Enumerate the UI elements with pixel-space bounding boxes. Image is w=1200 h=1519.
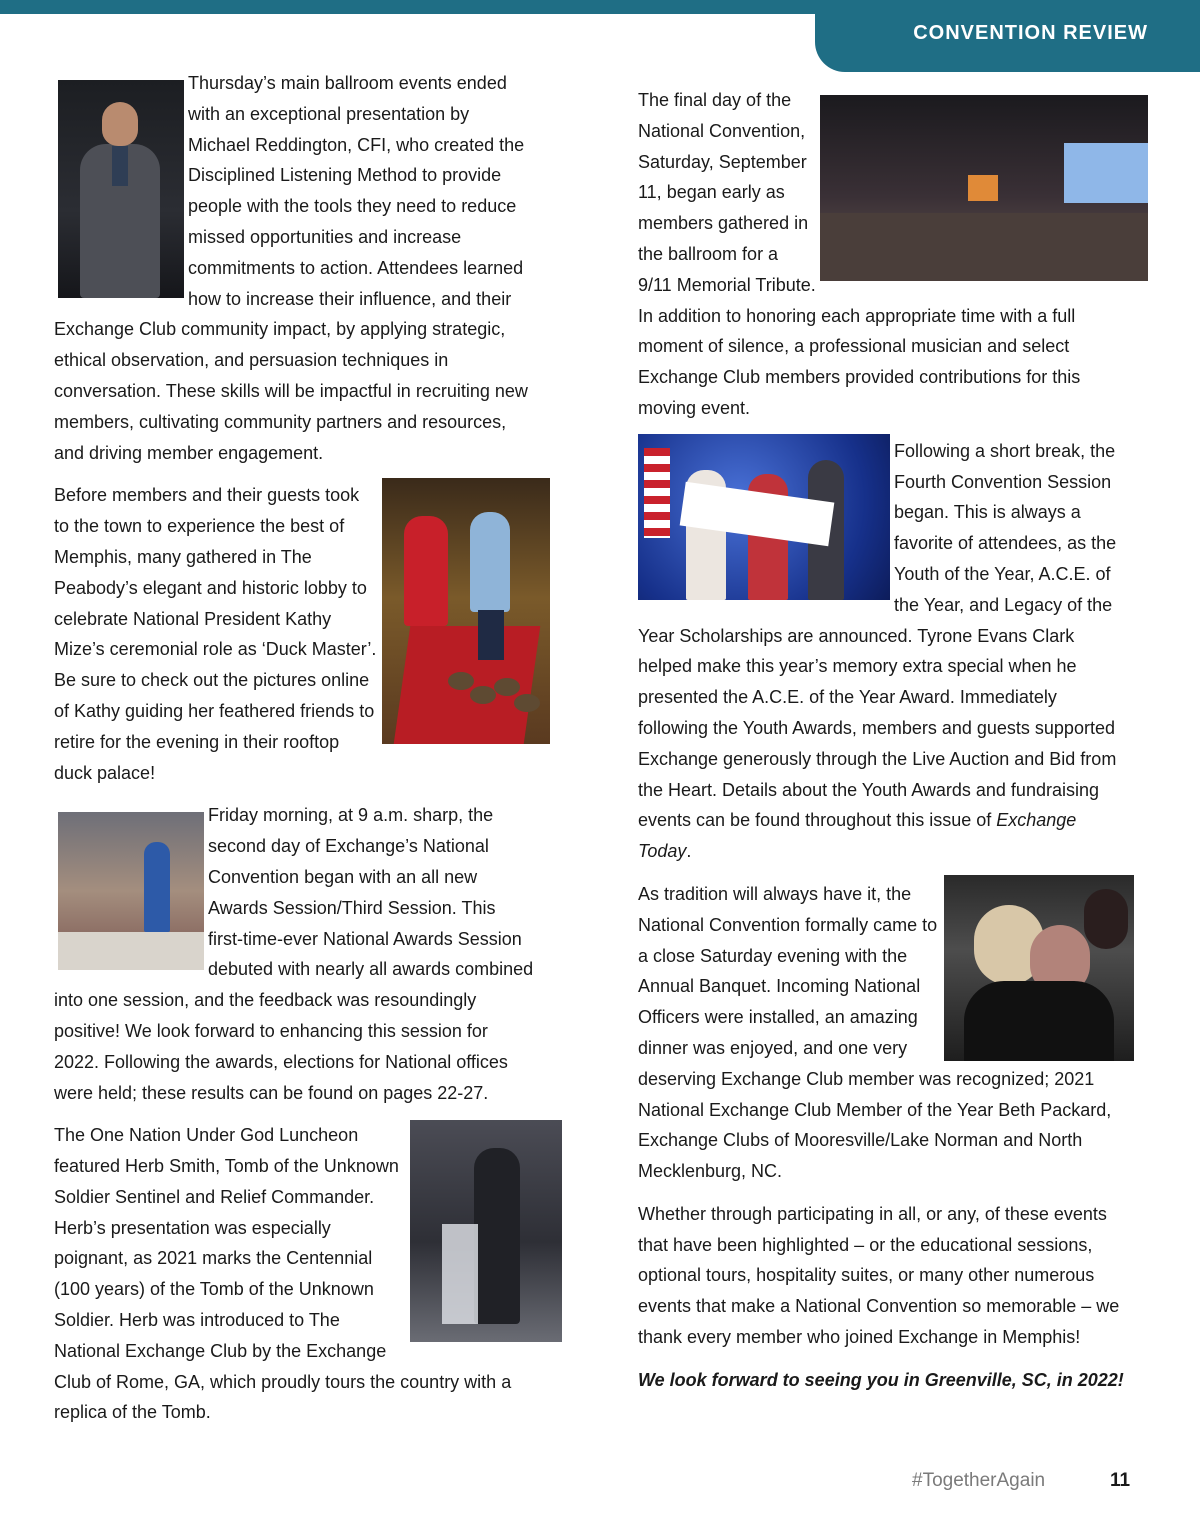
paragraph-luncheon: The One Nation Under God Luncheon featured Herb Smith, Tomb of the Unknown Soldier Sentinel and Relief Commander. Herb’s presentation was especially poignant, as 2021 marks the Centennial (100 years) of the Tomb of the Unknown Soldier. Herb was introduced to The National Exchange Club by the Exchange Club of Rome, GA, which proudly tours the country with a replica of the Tomb.: [54, 1120, 534, 1428]
left-column: [54, 68, 534, 1440]
paragraph-youth-awards: Following a short break, the Fourth Convention Session began. This is always a favorite of attendees, as the Youth of the Year, A.C.E. of the Year, and Legacy of the Year Scholarships are announced. Tyrone Evans Clark helped make this year’s memory extra special when he presented the A.C.E. of the Year Award. Immediately following the Youth Awards, members and guests supported Exchange generously through the Live Auction and Bid from the Heart. Details about the Youth Awards and fundraising events can be found throughout this issue of Exchange Today.: [638, 436, 1128, 867]
photo-awards-stage: [58, 812, 204, 970]
photo-check-presentation: [638, 434, 890, 600]
footer-hashtag: #TogetherAgain: [912, 1470, 1046, 1491]
paragraph-banquet: As tradition will always have it, the National Convention formally came to a close Saturday evening with the Annual Banquet. Incoming National Officers were installed, an amazing dinner was enjoyed, and one very deserving Exchange Club member was recognized; 2021 National Exchange Club Member of the Year Beth Packard, Exchange Clubs of Mooresville/Lake Norman and North Mecklenburg, NC.: [638, 879, 1128, 1187]
publication-title: Exchange Today: [638, 810, 1077, 862]
photo-podium-speaker: [410, 1120, 562, 1342]
page-number: 11: [1110, 1470, 1131, 1491]
paragraph-memorial: The final day of the National Convention, Saturday, September 11, began early as members gathered in the ballroom for a 9/11 Memorial Tribute. In addition to honoring each appropriate time with a full moment of silence, a professional musician and select Exchange Club members provided contributions for this moving event.: [638, 85, 1128, 424]
section-label: CONVENTION REVIEW: [913, 22, 1148, 44]
closing-line: We look forward to seeing you in Greenville, SC, in 2022!: [638, 1369, 1124, 1390]
paragraph-reddington: Thursday’s main ballroom events ended with an exceptional presentation by Michael Reddington, CFI, who created the Disciplined Listening Method to provide people with the tools they need to reduce missed opportunities and increase commitments to action. Attendees learned how to increase their influence, and their Exchange Club community impact, by applying strategic, ethical observation, and persuasion techniques in conversation. These skills will be impactful in recruiting new members, cultivating community partners and resources, and driving member engagement.: [54, 73, 528, 463]
paragraph-duck-master: Before members and their guests took to the town to experience the best of Memphis, many gathered in The Peabody’s elegant and historic lobby to celebrate National President Kathy Mize’s ceremonial role as ‘Duck Master’. Be sure to check out the pictures online of Kathy guiding her feathered friends to retire for the evening in their rooftop duck palace!: [54, 480, 534, 788]
paragraph-thanks: Whether through participating in all, or any, of these events that have been highlighted – or the educational sessions, optional tours, hospitality suites, or many other numerous events that make a National Convention so memorable – we thank every member who joined Exchange in Memphis!: [638, 1203, 1120, 1348]
tab-notch: [789, 14, 815, 40]
right-column: [638, 85, 1128, 1408]
photo-ballroom-tribute: [820, 95, 1148, 281]
photo-banquet-hug: [944, 875, 1134, 1061]
paragraph-awards-session: Friday morning, at 9 a.m. sharp, the second day of Exchange’s National Convention began with an all new Awards Session/Third Session. This first-time-ever National Awards Session debuted with nearly all awards combined into one session, and the feedback was resoundingly positive! We look forward to enhancing this session for 2022. Following the awards, elections for National offices were held; these results can be found on pages 22-27.: [54, 805, 534, 1103]
photo-duck-march: [382, 478, 550, 744]
photo-speaker: [58, 80, 184, 298]
